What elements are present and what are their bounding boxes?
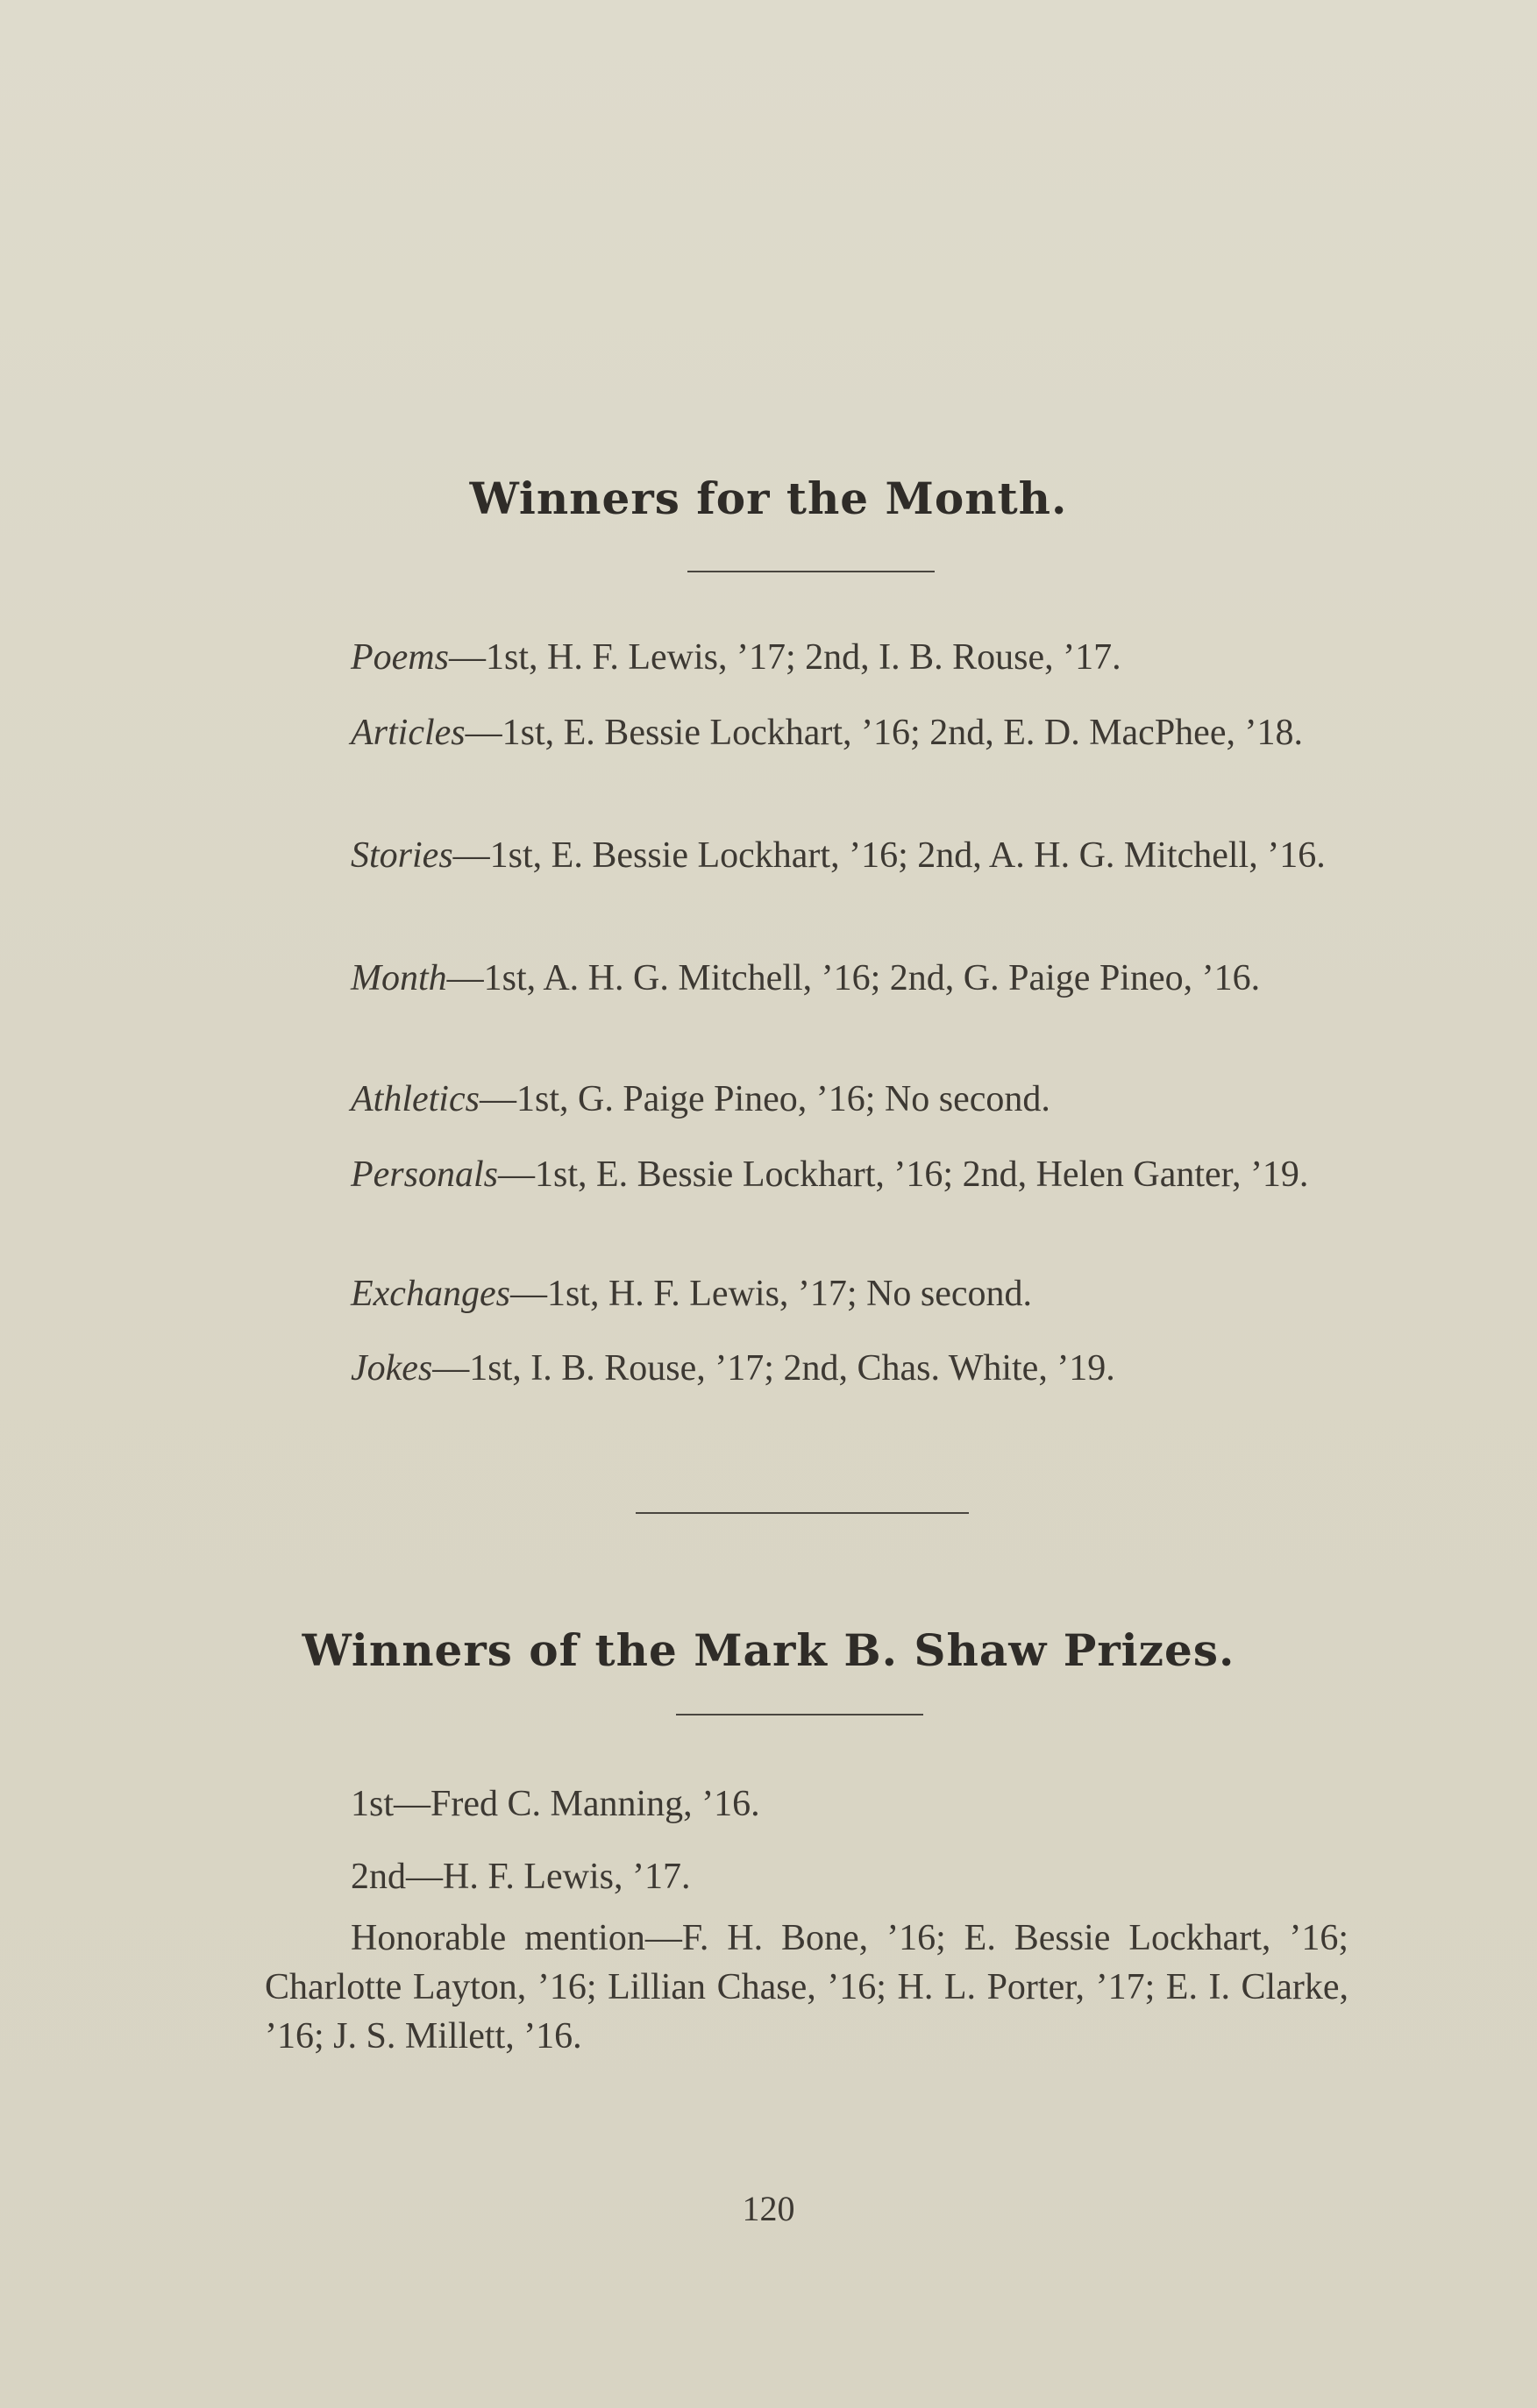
entry-text: —1st, E. Bessie Lockhart, ’16; 2nd, Helen Ganter, ’19. [498,1154,1309,1195]
entry-category: Stories [351,835,453,876]
month-entry-athletics [265,1075,1348,1124]
month-entry-personals [265,1150,1348,1199]
shaw-heading-rule [676,1714,923,1715]
entry-category: Month [351,958,447,998]
month-entry-poems [265,633,1348,682]
entry-text: Honorable mention—F. H. Bone, ’16; E. Bessie Lockhart, ’16; Charlotte Layton, ’16; Lillian Chase, ’16; H. L. Porter, ’17; E. I. Clarke, ’16; J. S. Millett, ’16. [265,1918,1348,2056]
month-entry-stories [265,831,1348,880]
page-number: 120 [742,2189,795,2228]
entry-category: Jokes [351,1348,433,1389]
month-entry-jokes [265,1344,1348,1393]
entry-category: Articles [351,713,466,753]
shaw-entry-honorable-mention [265,1914,1348,2061]
entry-text: —1st, H. F. Lewis, ’17; 2nd, I. B. Rouse, ’17. [448,637,1121,678]
section-divider-rule [636,1512,969,1514]
entry-text: —1st, A. H. G. Mitchell, ’16; 2nd, G. Paige Pineo, ’16. [446,958,1261,998]
month-entry-articles [265,708,1348,757]
entry-category: Personals [351,1154,498,1195]
month-heading-rule [687,571,935,572]
entry-text: —1st, H. F. Lewis, ’17; No second. [509,1274,1033,1314]
month-entry-exchanges [265,1269,1348,1318]
shaw-entry-first [265,1779,1348,1829]
entry-category: Exchanges [351,1274,510,1314]
entry-text: 1st—Fred C. Manning, ’16. [351,1784,760,1824]
shaw-prizes-heading: Winners of the Mark B. Shaw Prizes. [302,1624,1235,1676]
month-winners-heading: Winners for the Month. [469,472,1068,524]
month-entry-month [265,954,1348,1003]
entry-category: Poems [351,637,449,678]
entry-text: 2nd—H. F. Lewis, ’17. [351,1857,691,1897]
entry-text: —1st, I. B. Rouse, ’17; 2nd, Chas. White, ’19. [432,1348,1115,1389]
entry-text: —1st, E. Bessie Lockhart, ’16; 2nd, E. D. MacPhee, ’18. [465,713,1303,753]
entry-text: —1st, G. Paige Pineo, ’16; No second. [479,1079,1050,1119]
entry-category: Athletics [351,1079,480,1119]
shaw-entry-second [265,1852,1348,1901]
entry-text: —1st, E. Bessie Lockhart, ’16; 2nd, A. H. G. Mitchell, ’16. [452,835,1326,876]
